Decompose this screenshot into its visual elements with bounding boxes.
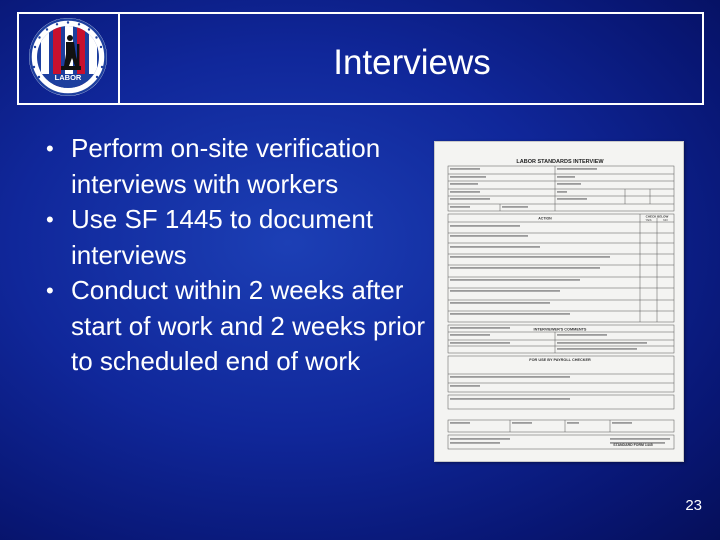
- form-no-label: NO: [663, 218, 668, 222]
- form-action-label: ACTION: [538, 216, 552, 221]
- bullet-text: Use SF 1445 to document interviews: [71, 204, 374, 270]
- bullet-item: [46, 202, 426, 273]
- form-check-below-label: CHECK BELOW: [645, 214, 669, 219]
- bullet-dot-icon: •: [46, 207, 54, 232]
- bullet-item: [46, 131, 426, 202]
- logo-cell: [19, 14, 120, 103]
- department-of-labor-seal-icon: [19, 14, 120, 103]
- form-payroll-label: FOR USE BY PAYROLL CHECKER: [529, 358, 591, 362]
- bullet-dot-icon: •: [46, 136, 54, 161]
- bullet-list: [46, 131, 426, 380]
- form-yes-label: YES: [645, 218, 652, 222]
- bullet-item: [46, 273, 426, 380]
- bullet-text: Perform on-site verification interviews with workers: [71, 133, 381, 199]
- bullet-dot-icon: •: [46, 278, 54, 303]
- form-footer-label: STANDARD FORM 1445: [613, 443, 653, 447]
- form-title: LABOR STANDARDS INTERVIEW: [516, 159, 604, 165]
- form-drawing: [435, 142, 685, 463]
- form-comments-label: INTERVIEWER'S COMMENTS: [533, 327, 587, 332]
- seal-label: LABOR: [54, 73, 82, 82]
- bullet-text: Conduct within 2 weeks after start of work and 2 weeks prior to scheduled end of work: [71, 275, 426, 376]
- page-number: 23: [685, 497, 702, 514]
- title-header: [17, 12, 704, 105]
- page-title: Interviews: [333, 42, 491, 82]
- sf-1445-form-image: [434, 141, 684, 462]
